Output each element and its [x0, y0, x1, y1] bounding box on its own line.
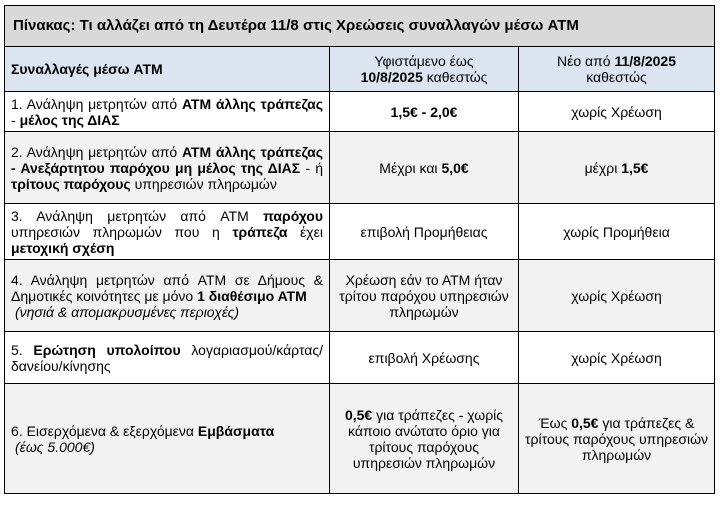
row-6-note: (έως 5.000€): [15, 438, 95, 455]
row-1-current-value: 1,5€ - 2,0€: [390, 103, 458, 120]
row-4-description: [5, 260, 330, 332]
table-row: [5, 384, 715, 494]
row-2-text: 2. Ανάληψη μετρητών από: [11, 143, 182, 160]
row-6-new-text: για τράπεζες & τρίτους παρόχους υπηρεσιών πληρωμών: [525, 414, 708, 463]
row-2-text-3: υπηρεσιών πληρωμών: [130, 175, 277, 192]
row-5-bold: Ερώτηση υπολοίπου: [33, 341, 181, 358]
row-5-description: [5, 332, 330, 384]
row-4-note: (νησιά & απομακρυσμένες περιοχές): [15, 303, 240, 320]
row-2-current-prefix: Μέχρι και: [379, 159, 442, 176]
row-4-new: χωρίς Χρέωση: [519, 260, 715, 332]
row-1-current: [330, 92, 519, 132]
row-2-description: [5, 132, 330, 204]
atm-charges-table-document: [4, 5, 714, 494]
header-new-regime: [519, 47, 715, 92]
row-2-new: [519, 132, 715, 204]
row-6-bold: Εμβάσματα: [197, 422, 275, 439]
row-4-main: [11, 272, 323, 304]
header-row: [5, 47, 715, 92]
row-2-new-prefix: μέχρι: [584, 159, 622, 176]
header-current-regime: [330, 47, 519, 92]
header-new-line2: καθεστώς: [586, 69, 647, 85]
row-1-bold-2: μέλος της ΔΙΑΣ: [19, 111, 120, 128]
row-2-new-value: 1,5€: [621, 159, 649, 176]
table-row: [5, 332, 715, 384]
row-2-text-2: - ή: [300, 159, 324, 176]
row-5-text-2: λογαριασμού/κάρτας/δανείου/κίνησης: [11, 341, 323, 374]
row-6-current-value: 0,5€: [344, 406, 373, 423]
row-1-description: [5, 92, 330, 132]
header-new-date: 11/8/2025: [614, 53, 676, 69]
row-4-current: Χρέωση εάν το ΑΤΜ ήταν τρίτου παρόχου υπηρεσιών πληρωμών: [330, 260, 519, 332]
row-3-description: [5, 204, 330, 260]
header-current-line1: Υφιστάμενο έως: [374, 53, 474, 69]
row-2-current-value: 5,0€: [441, 159, 469, 176]
row-4-text: 4. Ανάληψη μετρητών από ATM σε Δήμους & Δημοτικές κοινότητες με μόνο: [11, 271, 323, 304]
row-3-text: 3. Ανάληψη μετρητών από ATM: [11, 207, 264, 224]
row-3-new: χωρίς Προμήθεια: [519, 204, 715, 260]
row-6-current-text: για τράπεζες - χωρίς κάποιο ανώτατο όριο για τρίτους παρόχους υπηρεσιών πληρωμών: [348, 406, 504, 471]
row-5-text: 5.: [11, 341, 34, 358]
row-3-current: επιβολή Προμήθειας: [330, 204, 519, 260]
row-6-current: [330, 384, 519, 494]
row-3-text-2: υπηρεσιών πληρωμών που η: [11, 223, 233, 240]
row-1-new: χωρίς Χρέωση: [519, 92, 715, 132]
row-3-bold-3: μετοχική σχέση: [11, 239, 115, 256]
row-3-bold-2: τράπεζα: [232, 223, 288, 240]
row-6-new: [519, 384, 715, 494]
row-1-dash: -: [11, 111, 20, 128]
row-6-new-prefix: Έως: [538, 414, 572, 431]
row-2-bold-2: τρίτους παρόχους: [11, 175, 131, 192]
header-new-prefix: Νέο από: [557, 53, 615, 69]
row-3-text-3: έχει: [287, 223, 323, 240]
row-5-new: χωρίς Χρέωση: [519, 332, 715, 384]
row-2-current: [330, 132, 519, 204]
table-row: [5, 204, 715, 260]
row-6-text: 6. Εισερχόμενα & εξερχόμενα: [11, 422, 198, 439]
row-1-bold: ΑΤΜ άλλης τράπεζας: [181, 95, 323, 112]
table-row: [5, 92, 715, 132]
table-row: [5, 132, 715, 204]
header-transactions: Συναλλαγές μέσω ATM: [5, 47, 330, 92]
header-current-tail: καθεστώς: [422, 69, 488, 85]
row-6-description: [5, 384, 330, 494]
atm-charges-table: [4, 5, 715, 494]
row-3-bold: παρόχου: [263, 207, 323, 224]
table-title: Πίνακας: Τι αλλάζει από τη Δευτέρα 11/8 στις Χρεώσεις συναλλαγών μέσω ATM: [5, 6, 715, 47]
row-1-text: 1. Ανάληψη μετρητών από: [11, 95, 182, 112]
row-2-bold: ΑΤΜ άλλης τράπεζας - Ανεξάρτητου παρόχου μη μέλος της ΔΙΑΣ: [11, 143, 323, 176]
title-row: [5, 6, 715, 47]
row-4-bold: 1 διαθέσιμο ΑΤΜ: [197, 287, 307, 304]
header-current-date: 10/8/2025: [360, 69, 423, 85]
table-row: [5, 260, 715, 332]
row-6-new-value: 0,5€: [571, 414, 599, 431]
row-5-current: επιβολή Χρέωσης: [330, 332, 519, 384]
